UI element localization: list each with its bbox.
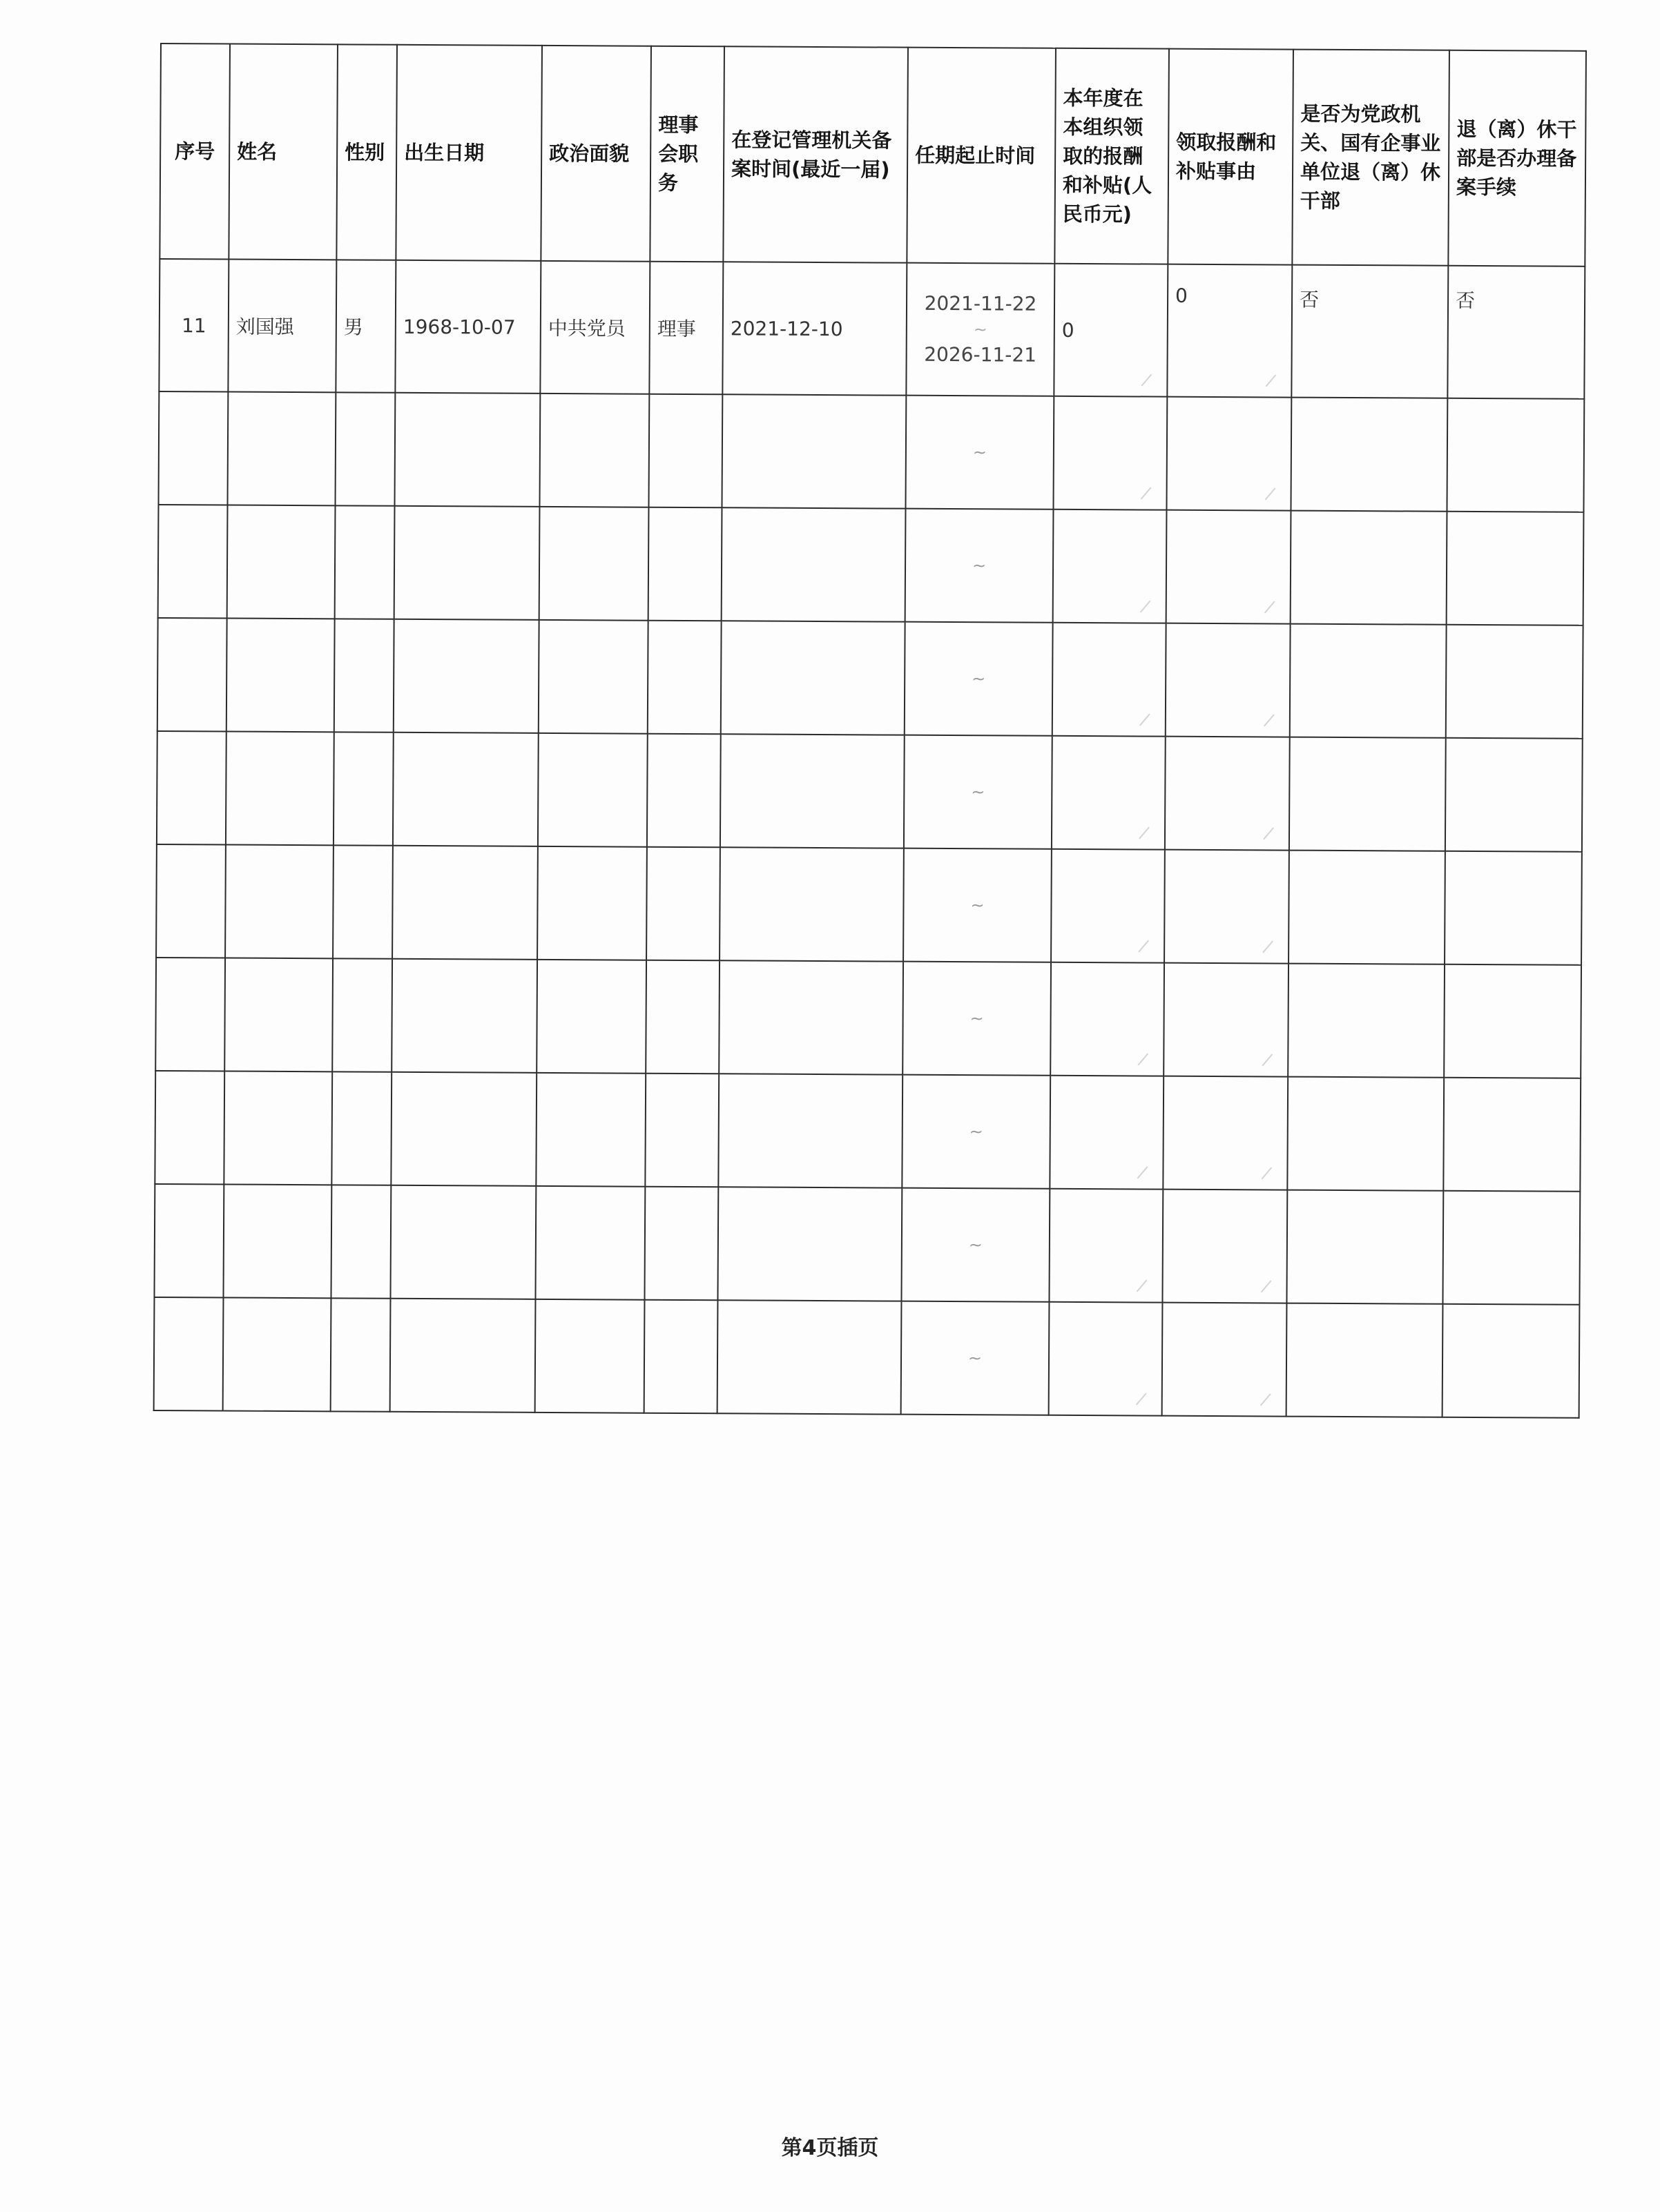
cell-empty <box>226 732 334 846</box>
header-retired-cadre: 是否为党政机关、国有企事业单位退（离）休干部 <box>1292 50 1449 266</box>
cell-empty <box>156 844 226 958</box>
cell-empty <box>1286 1190 1443 1304</box>
cell-empty <box>157 731 226 845</box>
cell-empty <box>1447 512 1584 625</box>
cell-empty <box>1445 851 1582 965</box>
cell-empty <box>335 392 395 505</box>
slash-mark <box>1140 600 1151 612</box>
header-gender: 性别 <box>336 44 397 260</box>
table-row-empty <box>157 731 1583 852</box>
compensation-value: 0 <box>1061 318 1074 342</box>
term-separator: ~ <box>972 556 987 576</box>
cell-empty <box>901 1301 1050 1415</box>
slash-mark <box>1261 1280 1272 1292</box>
cell-empty <box>905 622 1053 736</box>
cell-empty <box>718 1074 903 1187</box>
cell-empty <box>1162 1190 1287 1303</box>
cell-empty <box>903 962 1051 1076</box>
cell-empty <box>331 1298 391 1411</box>
cell-empty <box>394 619 539 733</box>
cell-empty <box>648 621 722 735</box>
cell-empty <box>1446 625 1583 739</box>
cell-empty <box>1166 510 1291 624</box>
term-separator: ~ <box>969 1009 984 1029</box>
cell-empty <box>720 847 904 961</box>
cell-empty <box>722 507 906 621</box>
cell-empty <box>1050 1076 1164 1190</box>
cell-empty <box>902 1075 1050 1189</box>
term-separator: ~ <box>973 320 987 340</box>
cell-empty <box>538 733 648 847</box>
cell-empty <box>1164 850 1289 964</box>
document-sheet <box>153 43 1585 1419</box>
cell-empty <box>1053 396 1167 510</box>
cell-empty <box>648 394 722 508</box>
cell-empty <box>331 1071 392 1185</box>
cell-empty <box>223 1298 331 1412</box>
slash-mark <box>1260 1393 1271 1406</box>
cell-empty <box>720 734 905 848</box>
cell-empty <box>392 846 538 960</box>
cell-filing-date: 2021-12-10 <box>722 262 907 395</box>
slash-mark <box>1139 826 1150 839</box>
cell-empty <box>1289 737 1446 851</box>
term-separator: ~ <box>972 669 986 689</box>
cell-empty <box>646 960 720 1074</box>
cell-empty <box>332 958 392 1071</box>
cell-empty <box>719 960 903 1074</box>
cell-empty <box>394 506 540 620</box>
cell-empty <box>1166 397 1291 511</box>
cell-empty <box>392 959 537 1073</box>
cell-empty <box>645 1074 719 1187</box>
slash-mark <box>1141 487 1152 499</box>
cell-empty <box>644 1300 718 1414</box>
cell-empty <box>647 734 721 848</box>
table-row-empty <box>156 844 1582 965</box>
cell-empty <box>335 505 395 619</box>
cell-empty <box>1286 1303 1443 1417</box>
slash-mark <box>1264 714 1275 726</box>
header-retired-filing: 退（离）休干部是否办理备案手续 <box>1448 50 1586 266</box>
cell-empty <box>539 620 648 734</box>
table-row-empty <box>158 391 1584 512</box>
cell-empty <box>1049 1189 1163 1303</box>
term-separator: ~ <box>970 895 985 915</box>
cell-political-status: 中共党员 <box>540 261 650 394</box>
cell-empty <box>903 848 1052 962</box>
cell-empty <box>721 621 905 735</box>
cell-empty <box>717 1300 902 1414</box>
table-body <box>154 259 1585 1418</box>
cell-empty <box>646 847 720 961</box>
table-header-row <box>160 43 1586 266</box>
cell-empty <box>1291 398 1447 512</box>
cell-compensation <box>1054 264 1168 397</box>
cell-council-position: 理事 <box>649 262 723 395</box>
slash-mark <box>1137 1053 1148 1065</box>
cell-empty <box>1053 510 1167 623</box>
header-compensation-reason: 领取报酬和补贴事由 <box>1168 49 1293 265</box>
slash-mark <box>1138 940 1149 952</box>
cell-empty <box>1443 1078 1581 1192</box>
compensation-reason-value: 0 <box>1175 284 1188 307</box>
table-row-empty <box>154 1297 1580 1418</box>
cell-empty <box>905 509 1054 623</box>
cell-empty <box>1052 736 1166 850</box>
header-council-position: 理事会职务 <box>650 46 724 262</box>
table-row-empty <box>157 618 1583 739</box>
cell-empty <box>1442 1191 1580 1305</box>
cell-empty <box>535 1299 645 1413</box>
term-separator: ~ <box>971 782 985 802</box>
cell-empty <box>158 505 228 619</box>
term-separator: ~ <box>968 1235 983 1255</box>
cell-empty <box>155 1071 224 1185</box>
cell-empty <box>722 394 906 508</box>
cell-name: 刘国强 <box>228 260 336 393</box>
cell-empty <box>1442 1304 1580 1418</box>
cell-empty <box>158 391 228 505</box>
slash-mark <box>1141 373 1152 386</box>
header-compensation: 本年度在本组织领取的报酬和补贴(人民币元) <box>1054 48 1169 264</box>
cell-empty <box>225 845 334 959</box>
slash-mark <box>1136 1393 1147 1405</box>
table-row-empty <box>158 505 1584 625</box>
cell-empty <box>904 735 1052 849</box>
cell-empty <box>393 733 539 846</box>
header-political-status: 政治面貌 <box>541 46 651 262</box>
cell-empty <box>537 846 647 960</box>
cell-empty <box>1162 1303 1287 1417</box>
cell-empty <box>226 619 335 733</box>
cell-empty <box>644 1187 718 1301</box>
slash-mark <box>1266 374 1277 387</box>
cell-empty <box>227 392 336 506</box>
cell-empty <box>154 1184 224 1298</box>
cell-empty <box>539 394 649 507</box>
cell-empty <box>334 619 394 732</box>
cell-empty <box>394 393 540 507</box>
cell-empty <box>1291 511 1447 625</box>
cell-empty <box>390 1185 536 1299</box>
cell-empty <box>1445 738 1583 852</box>
cell-empty <box>1289 851 1445 964</box>
cell-empty <box>1288 964 1445 1078</box>
table-row-empty <box>155 1071 1581 1192</box>
cell-empty <box>901 1188 1050 1302</box>
cell-retired-filing: 否 <box>1447 266 1585 399</box>
slash-mark <box>1139 713 1150 726</box>
cell-empty <box>535 1186 645 1300</box>
slash-mark <box>1265 487 1276 500</box>
cell-empty <box>331 1185 391 1298</box>
cell-empty <box>539 507 649 621</box>
slash-mark <box>1264 601 1275 613</box>
cell-empty <box>1050 962 1164 1076</box>
header-seq: 序号 <box>160 43 230 260</box>
cell-empty <box>154 1297 224 1411</box>
table-row-empty <box>155 958 1581 1078</box>
header-name: 姓名 <box>229 44 338 260</box>
cell-empty <box>1051 849 1165 963</box>
cell-empty <box>537 960 646 1074</box>
cell-empty <box>1049 1302 1163 1416</box>
cell-empty <box>1444 964 1581 1078</box>
cell-compensation-reason <box>1167 264 1292 398</box>
table-row <box>159 259 1585 399</box>
cell-birth-date: 1968-10-07 <box>395 260 541 394</box>
council-members-table <box>153 43 1587 1419</box>
cell-empty <box>1164 963 1289 1077</box>
cell-term <box>906 263 1054 396</box>
cell-seq: 11 <box>159 259 229 392</box>
cell-gender: 男 <box>336 260 396 392</box>
slash-mark <box>1262 1054 1273 1066</box>
cell-empty <box>390 1299 536 1413</box>
page-footer: 第4页插页 <box>781 2136 879 2160</box>
cell-empty <box>536 1073 646 1187</box>
term-start: 2021-11-22 <box>924 291 1037 316</box>
cell-empty <box>333 845 393 958</box>
cell-empty <box>717 1187 902 1301</box>
header-term: 任期起止时间 <box>907 48 1056 264</box>
cell-empty <box>227 505 336 619</box>
cell-empty <box>1447 398 1584 512</box>
cell-retired-cadre: 否 <box>1291 265 1448 398</box>
header-birth-date: 出生日期 <box>396 45 542 261</box>
slash-mark <box>1263 827 1274 840</box>
term-separator: ~ <box>972 443 987 463</box>
cell-empty <box>224 958 333 1072</box>
slash-mark <box>1262 940 1273 953</box>
cell-empty <box>648 507 722 621</box>
slash-mark <box>1262 1167 1273 1179</box>
term-end: 2026-11-21 <box>924 342 1037 367</box>
term-separator: ~ <box>967 1348 983 1368</box>
cell-empty <box>155 958 225 1071</box>
cell-empty <box>157 618 227 732</box>
cell-empty <box>334 732 394 845</box>
term-separator: ~ <box>969 1122 983 1142</box>
cell-empty <box>1287 1077 1444 1191</box>
table-row-empty <box>154 1184 1580 1305</box>
cell-empty <box>224 1071 332 1185</box>
cell-empty <box>391 1072 537 1186</box>
cell-empty <box>905 396 1054 510</box>
cell-empty <box>1163 1076 1288 1190</box>
cell-empty <box>1165 737 1290 851</box>
cell-empty <box>223 1185 331 1299</box>
cell-empty <box>1290 624 1447 738</box>
slash-mark <box>1137 1166 1148 1178</box>
cell-empty <box>1052 623 1166 737</box>
cell-empty <box>1166 623 1291 737</box>
header-filing-date: 在登记管理机关备案时间(最近一届) <box>723 46 908 262</box>
slash-mark <box>1137 1279 1148 1292</box>
